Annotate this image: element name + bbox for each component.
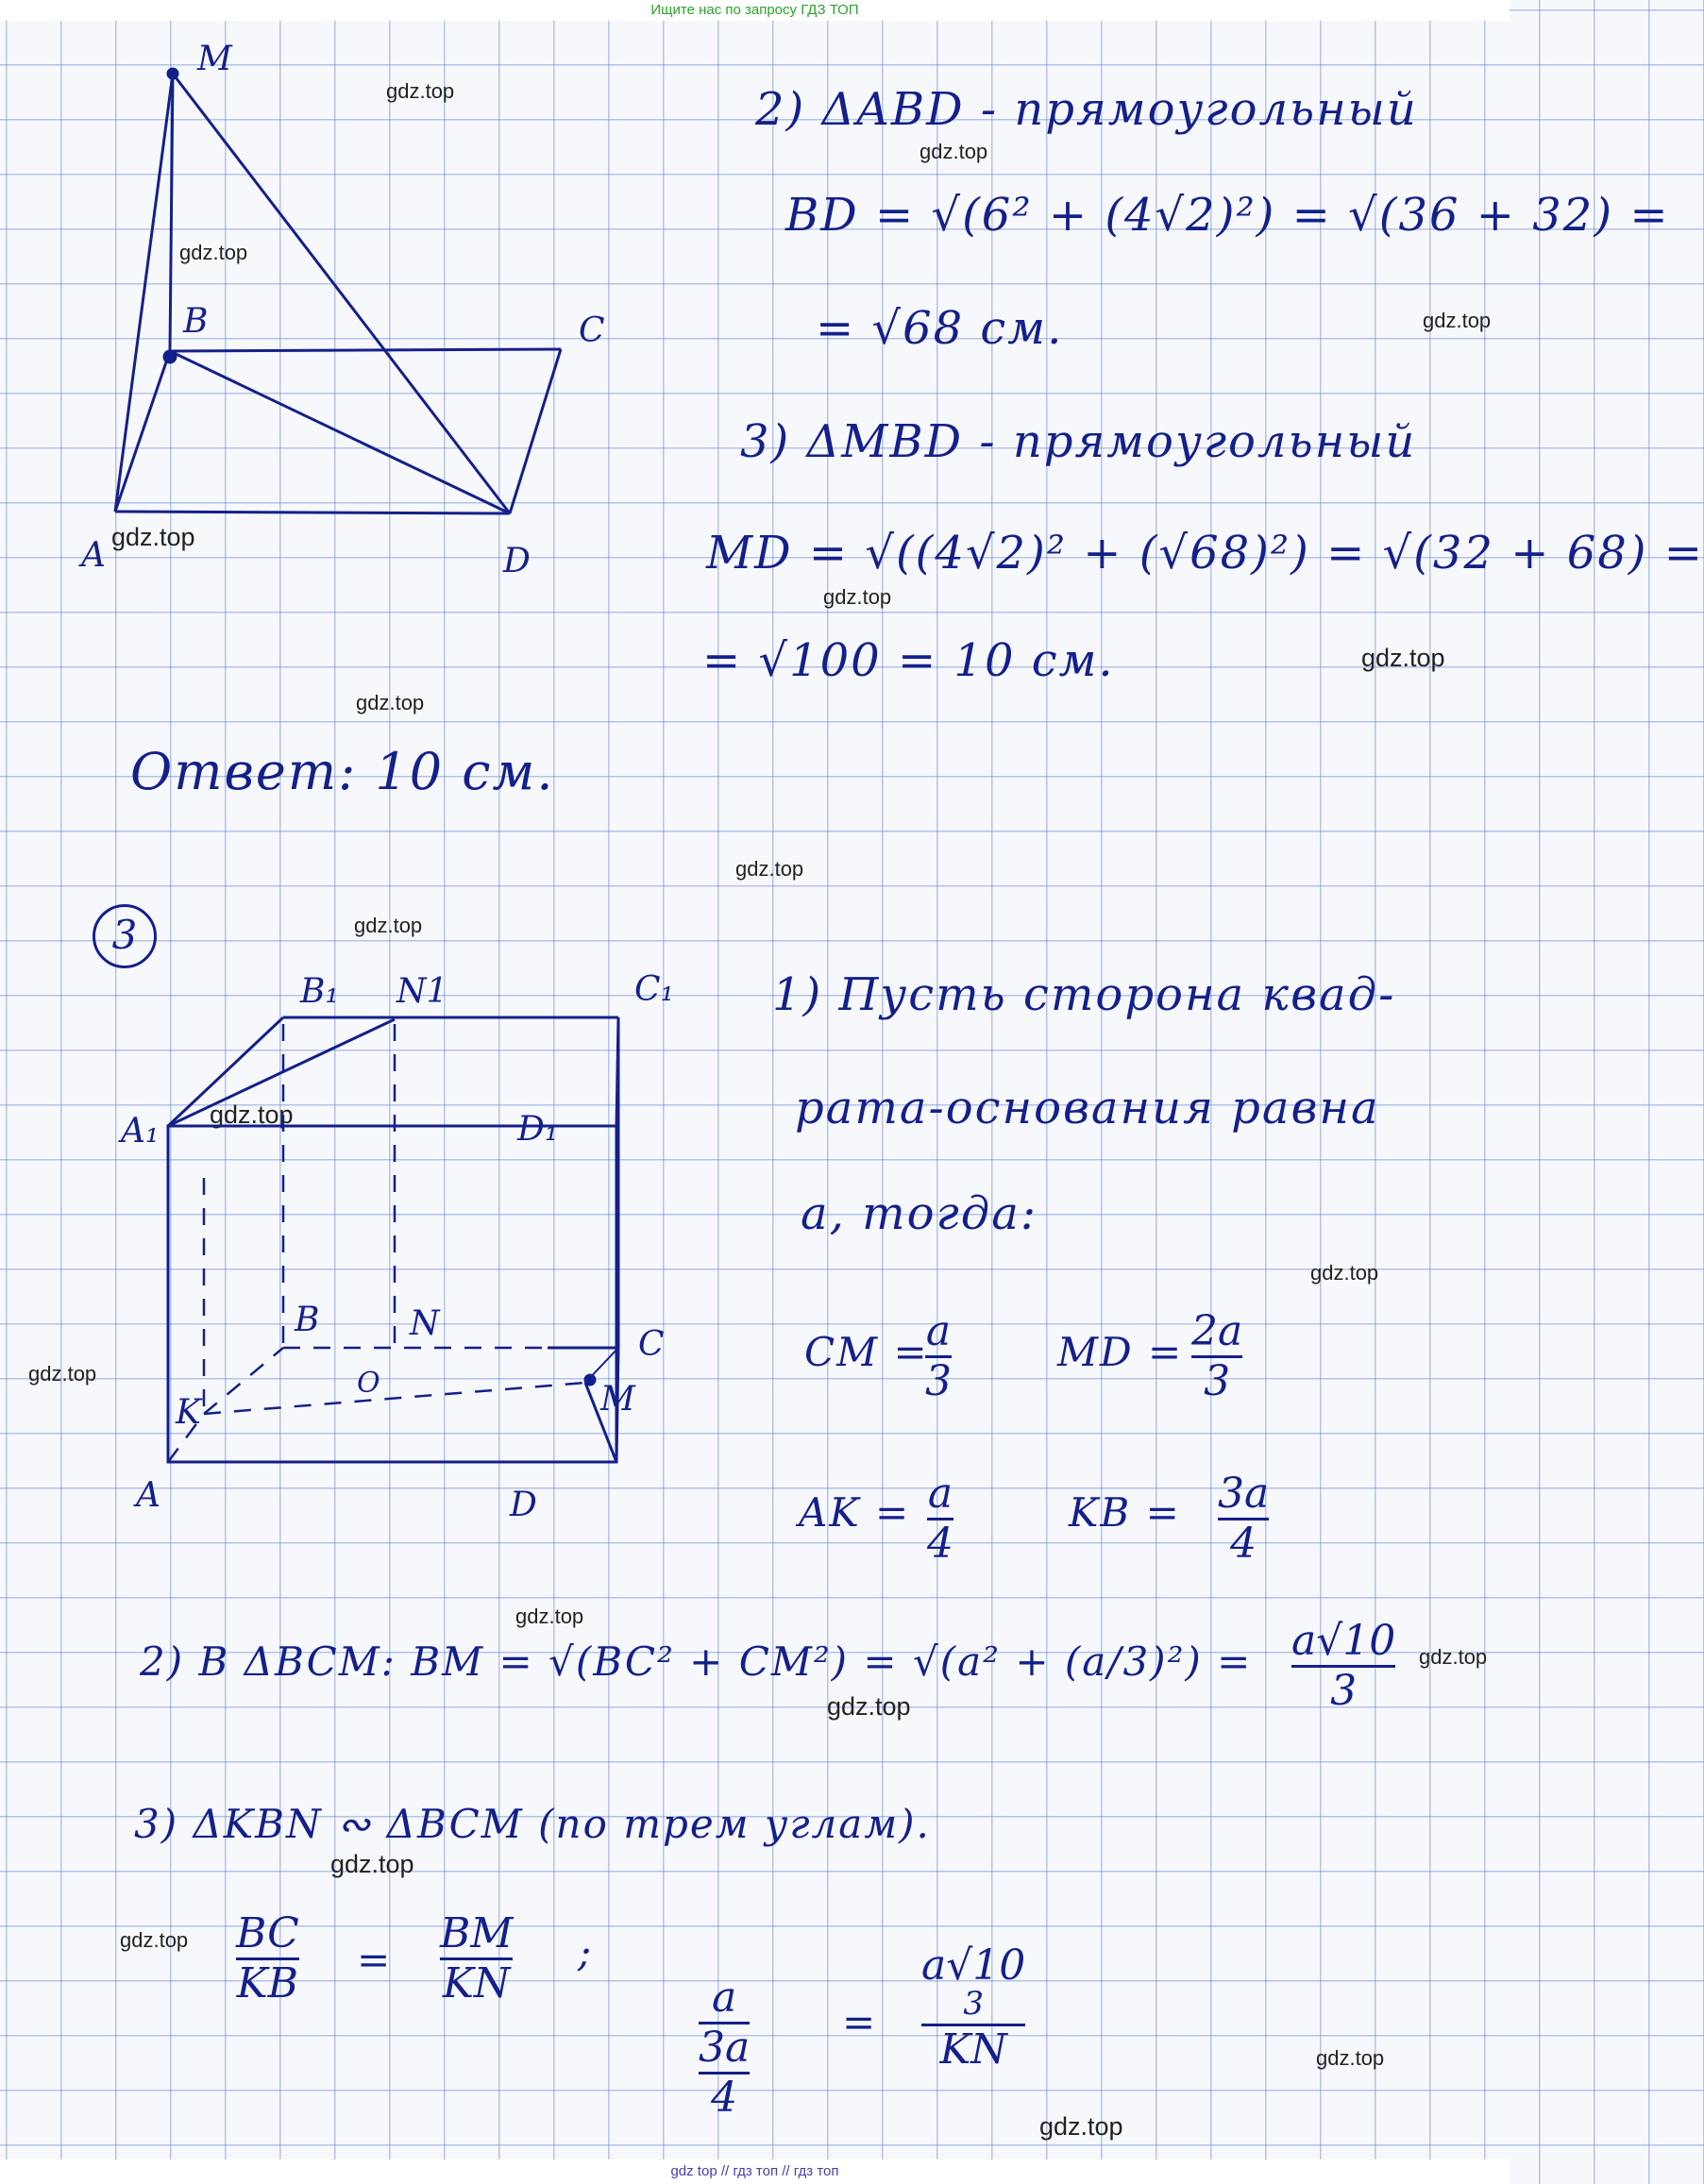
cm-denominator: 3: [925, 1357, 952, 1406]
edge-MB: [170, 74, 173, 351]
eq-4: 4: [711, 2074, 738, 2123]
label-B: B: [295, 1301, 320, 1339]
step3-title: 3) ΔMBD - прямоугольный: [740, 415, 1417, 468]
watermark: gdz.top: [330, 1850, 414, 1878]
label-D1: D₁: [517, 1110, 559, 1149]
eq-kn: KN: [939, 2024, 1007, 2074]
step2-eq2: = √68 см.: [816, 302, 1064, 355]
watermark: gdz.top: [354, 914, 423, 937]
kb-denominator: 4: [1230, 1520, 1257, 1569]
watermark: gdz.top: [827, 1692, 911, 1721]
watermark: gdz.top: [120, 1928, 189, 1952]
prop-right: [440, 1909, 514, 2008]
ak-fraction: [927, 1470, 953, 1569]
label-D: D: [510, 1486, 537, 1524]
label-K: K: [176, 1393, 201, 1432]
ak-label: AK =: [799, 1489, 911, 1536]
prop-kn: KN: [443, 1959, 511, 2008]
watermark: gdz.top: [823, 585, 892, 609]
edge-AD: [115, 512, 510, 513]
point-M: [585, 1375, 595, 1385]
watermark: gdz.top: [179, 241, 248, 264]
watermark: gdz.top: [356, 691, 425, 714]
point-M: [168, 69, 177, 78]
md-label: MD =: [1057, 1329, 1184, 1375]
watermark: gdz.top: [735, 857, 804, 881]
kb-fraction: [1218, 1470, 1270, 1569]
label-C1: C₁: [634, 970, 674, 1009]
edge-CD: [510, 349, 561, 513]
prop-bm: BM: [440, 1909, 514, 1957]
watermark: gdz.top: [919, 140, 988, 163]
step1-line2: рата-основания равна: [795, 1082, 1380, 1134]
figure-prism: [168, 1017, 618, 1462]
step3-eq1: MD = √((4√2)² + (√68)²) = √(32 + 68) =: [706, 527, 1704, 580]
label-M: M: [197, 40, 232, 78]
p3-step2: 2) В ΔBCM: BM = √(BC² + CM²) = √(a² + (a/3)²) =: [140, 1638, 1253, 1685]
watermark: gdz.top: [1039, 2112, 1123, 2141]
watermark: gdz.top: [515, 1604, 584, 1628]
cm-numerator: a: [925, 1307, 952, 1355]
label-N: N: [410, 1304, 440, 1343]
eq-a: a: [712, 1974, 737, 2022]
bm-numerator: a√10: [1291, 1617, 1396, 1665]
segment-A1N1: [168, 1019, 395, 1126]
eq-3: 3: [963, 1985, 984, 2024]
eq-a10: a√10: [921, 1941, 1026, 1990]
cm-fraction: [925, 1307, 952, 1406]
eq-3a: 3a: [699, 2024, 751, 2073]
eq-left: [699, 1976, 750, 2121]
watermark: gdz.top: [1423, 309, 1492, 332]
equals: =: [842, 1999, 878, 2045]
label-A: A: [81, 536, 106, 575]
edge-MD: [173, 74, 510, 513]
prop-kb: KB: [236, 1959, 299, 2008]
footer-bar: [0, 2159, 1510, 2184]
problem-number: 3: [93, 904, 157, 968]
step2-eq1: BD = √(6² + (4√2)²) = √(36 + 32) =: [785, 189, 1670, 242]
p3-step3: 3) ΔKBN ∾ ΔBCM (по трем углам).: [134, 1801, 931, 1847]
ak-denominator: 4: [927, 1520, 953, 1569]
watermark: gdz.top: [210, 1100, 294, 1129]
equals: =: [357, 1937, 393, 1983]
watermark: gdz.top: [386, 79, 455, 103]
label-D: D: [503, 542, 531, 580]
watermark: gdz.top: [28, 1362, 97, 1386]
banner-text: Ищите нас по запросу ГДЗ ТОП: [650, 2, 859, 18]
prop-bc: BC: [236, 1909, 299, 1957]
bm-denominator: 3: [1330, 1667, 1358, 1716]
watermark: gdz.top: [111, 523, 195, 551]
semicolon: ;: [578, 1929, 594, 1975]
edge-BA: [115, 351, 170, 512]
kb-numerator: 3a: [1218, 1470, 1270, 1518]
watermark: gdz.top: [1310, 1261, 1379, 1285]
label-M: M: [600, 1380, 635, 1419]
label-A1: A₁: [121, 1112, 160, 1151]
ak-numerator: a: [927, 1470, 953, 1518]
footer-links[interactable]: gdz top // гдз топ // гдз топ: [670, 2163, 839, 2179]
answer: Ответ: 10 см.: [130, 742, 555, 801]
figure-pyramid: [115, 69, 561, 513]
md-fraction: [1191, 1307, 1243, 1406]
watermark: gdz.top: [1361, 644, 1445, 672]
step1-line1: 1) Пусть сторона квад-: [772, 968, 1396, 1021]
bm-fraction: [1291, 1617, 1396, 1716]
hidden-KM: [204, 1383, 585, 1414]
edge-BD: [170, 351, 510, 513]
label-O: O: [357, 1367, 380, 1400]
label-C: C: [638, 1325, 665, 1364]
label-B: B: [183, 302, 209, 341]
step1-line3: a, тогда:: [801, 1187, 1038, 1240]
label-A: A: [136, 1476, 160, 1515]
step2-title: 2) ΔABD - прямоугольный: [755, 83, 1418, 136]
label-B1: B₁: [300, 972, 339, 1011]
md-denominator: 3: [1204, 1357, 1231, 1406]
label-N1: N1: [396, 972, 448, 1011]
point-B: [164, 351, 176, 362]
edge-BC: [170, 349, 561, 351]
edge-A1B1: [168, 1017, 283, 1126]
edge-MA: [115, 74, 173, 512]
md-numerator: 2a: [1191, 1307, 1243, 1355]
hidden-KB: [204, 1348, 283, 1414]
eq-right: [921, 1941, 1026, 2074]
watermark: gdz.top: [1316, 2046, 1385, 2070]
label-C: C: [579, 311, 605, 350]
kb-label: KB =: [1069, 1489, 1181, 1536]
prop-left: [236, 1909, 299, 2008]
watermark: gdz.top: [1419, 1645, 1488, 1669]
step3-eq2: = √100 = 10 см.: [702, 634, 1115, 687]
cm-label: CM =: [804, 1329, 929, 1375]
